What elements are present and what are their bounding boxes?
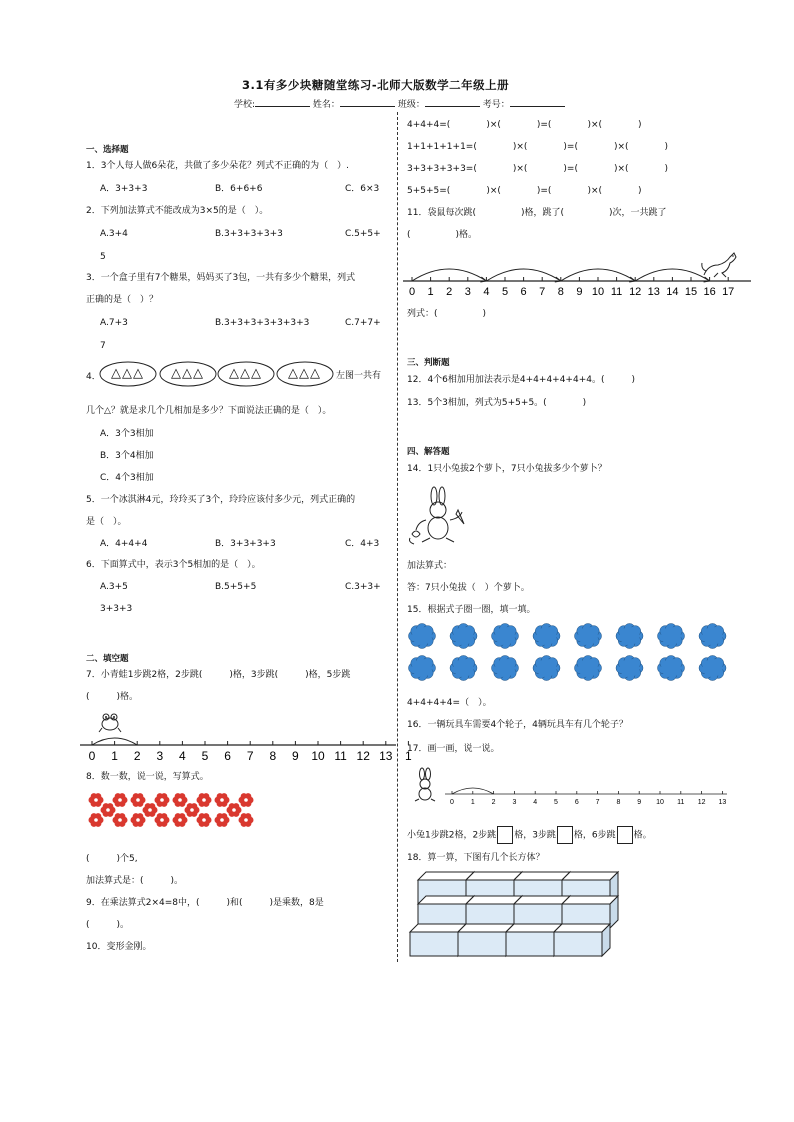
tick-label: 10 [591, 286, 605, 298]
blob-icon [658, 656, 685, 681]
q15-expression: 4+4+4+4=（ ）。 [407, 698, 492, 708]
section-solve: 四、解答题 [407, 447, 450, 457]
q4-stem-cont: 几个△？就是求几个几相加是多少？下面说法正确的是（ ）。 [86, 406, 332, 416]
tick-label: 3 [156, 749, 164, 763]
q3-option-c[interactable]: C.7+7+ [345, 318, 381, 328]
tick-label: 4 [179, 749, 186, 763]
q17-number-line [445, 780, 735, 810]
q6-option-a[interactable]: A.3+5 [100, 582, 128, 592]
q4-stem-tail: 左图一共有 [336, 371, 382, 381]
tick-label: 9 [637, 799, 642, 806]
tick-label: 9 [576, 286, 583, 298]
section-choice: 一、选择题 [86, 145, 129, 155]
tick-label: 5 [554, 799, 558, 806]
flower-icon [131, 793, 146, 807]
class-label: 班级： [397, 100, 425, 110]
tick-label: 8 [557, 286, 564, 298]
tick-label: 12 [697, 799, 706, 806]
q17-box-2-steps[interactable] [497, 826, 513, 844]
q13-stem: 13．5个3相加，列式为5+5+5。( ) [407, 398, 587, 408]
blob-icon [699, 624, 726, 649]
tick-label: 16 [703, 286, 716, 298]
tick-label: 8 [616, 799, 621, 806]
q17-box-3-steps[interactable] [557, 826, 573, 844]
flower-icon [197, 813, 212, 827]
tick-label: 13 [379, 749, 393, 763]
q4-triangles-4: △△△ [288, 366, 321, 381]
q5-stem-cont: 是（ ）。 [86, 517, 127, 527]
tick-label: 0 [408, 286, 416, 298]
tick-label: 6 [224, 749, 231, 763]
blob-icon [450, 656, 477, 681]
q4-option-a[interactable]: A．3个3相加 [100, 429, 154, 439]
tick-label: 10 [311, 749, 325, 763]
tick-label: 3 [512, 799, 517, 806]
blob-icon [616, 624, 643, 649]
q17-part-2: 格，3步跳 [514, 830, 556, 841]
q4-triangles-2: △△△ [171, 366, 204, 381]
q5-option-a[interactable]: A．4+4+4 [100, 539, 148, 549]
tick-label: 1 [405, 749, 412, 763]
tick-label: 7 [246, 749, 254, 763]
q15-stem: 15．根据式子圈一圈，填一填。 [407, 605, 536, 615]
q17-part-1: 小兔1步跳2格，2步跳 [407, 830, 497, 841]
q2-option-a[interactable]: A.3+4 [100, 229, 128, 239]
flower-icon [155, 793, 170, 807]
blob-icon [575, 656, 602, 681]
tick-label: 1 [470, 799, 475, 806]
q4-triangles-3: △△△ [229, 366, 262, 381]
tick-label: 7 [539, 286, 546, 298]
flower-icon [101, 803, 116, 817]
blob-icon [492, 656, 519, 681]
flower-icon [89, 793, 104, 807]
flower-icon [227, 803, 242, 817]
q17-box-6-steps[interactable] [617, 826, 633, 844]
tick-label: 2 [133, 749, 141, 763]
q4-option-c[interactable]: C．4个3相加 [100, 473, 154, 483]
q11-formula: 列式：( ) [407, 309, 487, 319]
section-judge: 三、判断题 [407, 358, 450, 368]
q17-stem: 17．画一画，说一说。 [407, 744, 500, 754]
rabbit-icon [410, 768, 438, 802]
q2-option-c-cont: 5 [100, 252, 106, 262]
q15-blob-grid [408, 620, 738, 690]
q8-flower-groups [86, 790, 266, 840]
class-blank[interactable] [425, 97, 480, 107]
q10-row-1: 4+4+4=( )×( )=( )×( ) [407, 120, 642, 130]
tick-label: 14 [666, 286, 679, 298]
q9-stem-cont: ( )。 [86, 920, 130, 930]
q1-stem: 1．3个人每人做6朵花，共做了多少朵花？列式不正确的为（ ）. [86, 161, 350, 171]
q10-row-3: 3+3+3+3+3=( )×( )=( )×( ) [407, 164, 669, 174]
kangaroo-icon [700, 251, 740, 279]
blob-icon [409, 656, 436, 681]
flower-icon [197, 793, 212, 807]
flower-icon [173, 793, 188, 807]
tick-label: 9 [292, 749, 299, 763]
q7-number-line [80, 725, 412, 765]
tick-label: 15 [684, 286, 698, 298]
flower-icon [89, 813, 104, 827]
flower-icon [131, 813, 146, 827]
tick-label: 12 [356, 749, 370, 763]
q8-count-line: ( )个5, [86, 854, 138, 864]
q4-option-b[interactable]: B．3个4相加 [100, 451, 154, 461]
q1-option-a[interactable]: A．3+3+3 [100, 184, 148, 194]
q2-stem: 2．下列加法算式不能改成为3×5的是（ ）。 [86, 206, 269, 216]
q14-addition-line: 加法算式： [407, 561, 453, 571]
q3-stem-cont: 正确的是（ ）？ [86, 295, 159, 305]
q18-cuboid-stack [408, 872, 628, 957]
tick-label: 17 [722, 286, 735, 298]
q18-stem: 18．算一算，下图有几个长方体？ [407, 853, 545, 863]
school-blank[interactable] [255, 97, 310, 107]
q3-stem: 3．一个盒子里有7个糖果，妈妈买了3包，一共有多少个糖果，列式 [86, 273, 356, 283]
flower-icon [143, 803, 158, 817]
q6-option-c-cont: 3+3+3 [100, 604, 133, 614]
blob-icon [616, 656, 643, 681]
blob-icon [409, 624, 436, 649]
blob-icon [699, 656, 726, 681]
q2-option-c[interactable]: C.5+5+ [345, 229, 381, 239]
tick-label: 1 [111, 749, 118, 763]
exam-no-label: 考号： [482, 100, 510, 110]
q11-stem: 11．袋鼠每次跳( )格，跳了( )次，一共跳了 [407, 208, 667, 218]
q4-triangles-1: △△△ [111, 366, 144, 381]
flower-icon [215, 813, 230, 827]
q1-option-c[interactable]: C．6×3 [345, 184, 380, 194]
q3-option-c-cont: 7 [100, 341, 106, 351]
tick-label: 4 [533, 799, 538, 806]
q14-stem: 14．1只小兔拔2个萝卜，7只小兔拔多少个萝卜？ [407, 464, 607, 474]
rabbit-carrot-icon [408, 488, 470, 546]
tick-label: 13 [647, 286, 660, 298]
school-label: 学校: [234, 100, 256, 110]
q5-option-b[interactable]: B．3+3+3+3 [215, 539, 276, 549]
q1-option-b[interactable]: B．6+6+6 [215, 184, 263, 194]
tick-label: 4 [483, 286, 490, 298]
tick-label: 13 [718, 799, 727, 806]
tick-label: 2 [446, 286, 453, 298]
flower-icon [173, 813, 188, 827]
q16-stem: 16．一辆玩具车需要4个轮子，4辆玩具车有几个轮子？ [407, 720, 628, 730]
q10-row-2: 1+1+1+1+1=( )×( )=( )×( ) [407, 142, 669, 152]
tick-label: 3 [464, 286, 471, 298]
q17-part-3: 格，6步跳 [573, 830, 616, 841]
tick-label: 12 [629, 286, 642, 298]
tick-label: 2 [491, 799, 496, 806]
q11-stem-cont: ( )格。 [407, 230, 478, 240]
tick-label: 0 [88, 749, 96, 763]
blob-icon [450, 624, 477, 649]
q7-stem-cont: ( )格。 [86, 692, 139, 702]
flower-icon [239, 813, 254, 827]
name-label: 姓名： [312, 100, 340, 110]
q4-number: 4． [86, 372, 101, 382]
tick-label: 11 [610, 286, 623, 298]
tick-label: 0 [450, 799, 454, 806]
flower-icon [113, 813, 128, 827]
section-fill: 二、填空题 [86, 654, 129, 664]
cuboid [562, 896, 618, 928]
column-divider [397, 112, 398, 962]
q6-stem: 6．下面算式中，表示3个5相加的是（ ）。 [86, 560, 261, 570]
tick-label: 5 [201, 749, 209, 763]
exam-no-blank[interactable] [510, 97, 565, 107]
q10-row-4: 5+5+5=( )×( )=( )×( ) [407, 186, 642, 196]
blob-icon [575, 624, 602, 649]
flower-icon [155, 813, 170, 827]
tick-label: 5 [501, 286, 509, 298]
tick-label: 11 [677, 799, 685, 806]
q17-prompt [407, 826, 652, 844]
q5-stem: 5．一个冰淇淋4元，玲玲买了3个，玲玲应该付多少元，列式正确的 [86, 495, 356, 505]
q12-stem: 12．4个6相加用加法表示是4+4+4+4+4+4。( ) [407, 375, 635, 385]
q7-stem: 7．小青蛙1步跳2格，2步跳( )格，3步跳( )格，5步跳 [86, 670, 351, 680]
q8-addition-line: 加法算式是：( )。 [86, 876, 184, 886]
tick-label: 6 [574, 799, 579, 806]
flower-icon [113, 793, 128, 807]
cuboid [554, 924, 610, 956]
q3-option-b[interactable]: B.3+3+3+3+3+3+3 [215, 318, 310, 328]
header-fields [234, 97, 565, 111]
tick-label: 11 [334, 749, 347, 763]
page-title: 3.1有多少块糖随堂练习-北师大版数学二年级上册 [242, 78, 510, 92]
q17-part-4: 格。 [633, 830, 652, 841]
q5-option-c[interactable]: C．4+3 [345, 539, 380, 549]
flower-icon [239, 793, 254, 807]
name-blank[interactable] [340, 97, 395, 107]
blob-icon [658, 624, 685, 649]
q10-stem: 10．变形金刚。 [86, 942, 152, 952]
blob-icon [492, 624, 519, 649]
q2-option-b[interactable]: B.3+3+3+3+3 [215, 229, 283, 239]
q6-option-b[interactable]: B.5+5+5 [215, 582, 257, 592]
tick-label: 8 [269, 749, 277, 763]
blob-icon [533, 656, 560, 681]
tick-label: 6 [520, 286, 527, 298]
q3-option-a[interactable]: A.7+3 [100, 318, 128, 328]
flower-icon [215, 793, 230, 807]
q8-stem: 8．数一数，说一说，写算式。 [86, 772, 209, 782]
blob-icon [533, 624, 560, 649]
q14-answer-line: 答：7只小兔拔（ ）个萝卜。 [407, 583, 530, 593]
q9-stem: 9．在乘法算式2×4=8中，( )和( )是乘数，8是 [86, 898, 324, 908]
flower-icon [185, 803, 200, 817]
tick-label: 7 [595, 799, 600, 806]
q6-option-c[interactable]: C.3+3+ [345, 582, 381, 592]
tick-label: 10 [656, 799, 664, 806]
tick-label: 1 [427, 286, 434, 298]
